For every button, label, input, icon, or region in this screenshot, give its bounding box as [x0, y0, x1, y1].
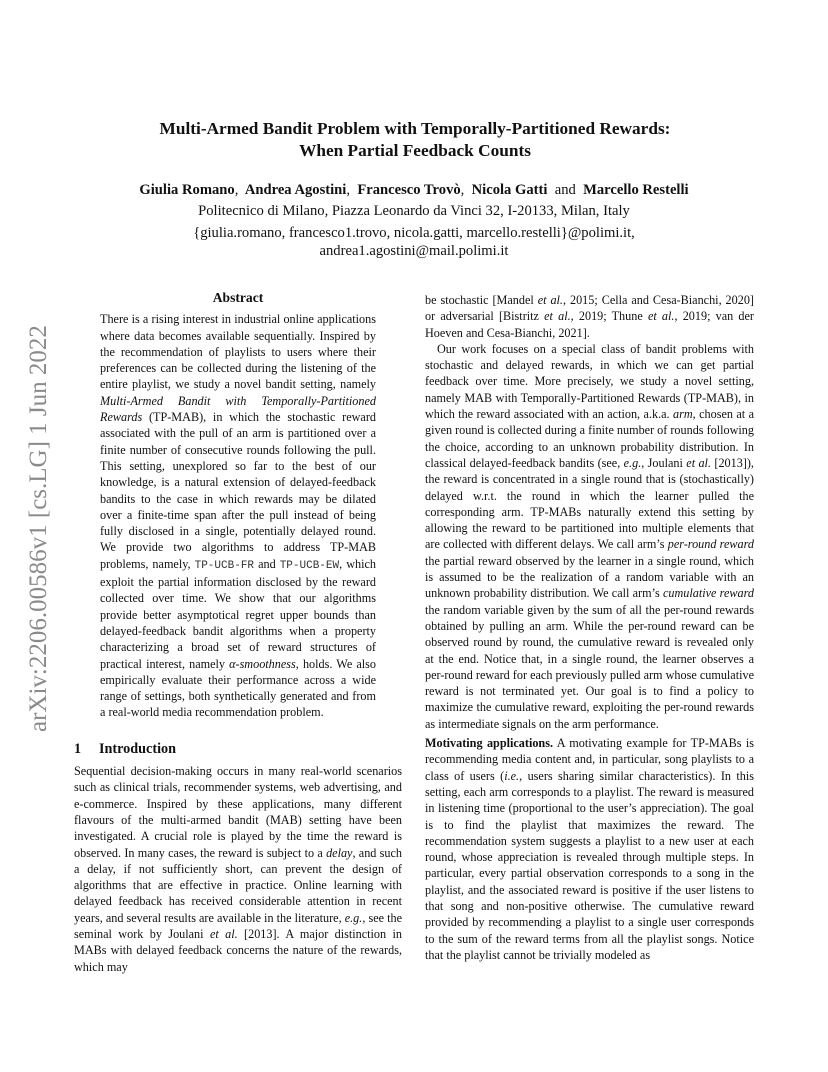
body-text: , 2019; van der Hoeven and Cesa-Bianchi, 2021].: [425, 309, 754, 340]
body-emphasis: e.g.: [623, 455, 642, 470]
body-text: , users sharing similar characteristics). In this setting, each arm corresponds to a playlist. The reward is measured in listening time (proportional to the user’s appreciation). The goal is to find the playlist that maximizes the reward. The recommendation system suggests a playlist to a new user at each round, whose appreciation is revealed through multiple steps. In particular, every partial observation corresponds to a song in the playlist, and the associated reward is positive if the user listens to that song and non-positive otherwise. The cumulative reward provided by recommending a playlist to a single user corresponds to the sum of the reward terms from all the playlist songs. Notice that the playlist cannot be trivially modeled as: [425, 768, 755, 962]
abstract-text: There is a rising interest in industrial online applications where data becomes available sequentially. Inspired by the recommendation of playlists to users where their preferences can be collected during the listening of the entire playlist, we study a novel bandit setting, namely: [100, 312, 376, 392]
abstract-body: [100, 311, 376, 720]
author-separator: ,: [234, 182, 239, 198]
author-name: Francesco Trovò: [357, 182, 461, 198]
intro-paragraph: [74, 763, 402, 975]
section-number: 1: [74, 740, 82, 757]
author-separator: ,: [460, 182, 465, 198]
body-paragraph: [425, 735, 754, 963]
body-emphasis: et al.: [209, 926, 238, 941]
body-text: , 2015; Cella and Cesa-Bianchi, 2020] or adversarial [Bistritz: [425, 293, 754, 324]
abstract-term: Multi-Armed Bandit with Temporally-Partitioned Rewards: [100, 393, 376, 425]
body-emphasis: e.g.: [344, 910, 363, 925]
body-emphasis: et al.: [647, 309, 675, 324]
paragraph-heading: Motivating applications.: [425, 736, 553, 751]
abstract-text: , which exploit the partial information disclosed by the reward collected over time. We show that our algorithms provide better asymptotical regret upper bounds than delayed-feedback bandit algorithms when a property characterizing a broad set of reward structures of practical interest, namely: [100, 556, 376, 671]
body-text: , chosen at a given round is collected during a finite number of rounds following the choice, according to an unknown probability distribution. In classical delayed-feedback bandits (see,: [425, 407, 754, 470]
algorithm-name: TP-UCB-FR: [194, 559, 255, 572]
body-text: , Joulani: [641, 455, 687, 470]
body-emphasis: cumulative reward: [662, 586, 754, 601]
abstract-text: and: [254, 556, 280, 571]
body-paragraph: [425, 341, 754, 732]
algorithm-name: TP-UCB-EW: [279, 559, 340, 572]
body-text: [2013]), the reward is concentrated in a single round that is (stochastically) delayed w.r.t. the round in which the learner pulled the corresponding arm. TP-MABs naturally extend this setting by allowing the reward to be partitioned into multiple elements that are collected with different delays. We call arm’s: [425, 455, 754, 552]
author-name: Andrea Agostini: [244, 182, 347, 198]
author-block: [80, 180, 748, 260]
author-names: [80, 180, 748, 200]
author-name: Marcello Restelli: [583, 182, 689, 198]
emails-line-1: {giulia.romano, francesco1.trovo, nicola.gatti, marcello.restelli}@polimi.it,: [193, 225, 635, 241]
body-paragraph: [425, 292, 754, 341]
body-emphasis: delay: [326, 845, 353, 860]
body-text: A motivating example for TP-MABs is recommending media content and, in particular, song playlists to a class of users (: [425, 736, 754, 783]
body-text: Our work focuses on a special class of bandit problems with stochastic and delayed rewards, in which we can get partial feedback over time. More precisely, we study a novel setting, namely MAB with Temporally-Partitioned Rewards (TP-MAB), in which the reward associated with an action, a.k.a.: [425, 341, 754, 422]
abstract-paragraph: [100, 311, 376, 720]
abstract-term: α-smoothness: [229, 656, 296, 671]
body-emphasis: et al.: [537, 293, 563, 307]
paper-title: [110, 118, 720, 162]
arxiv-identifier: arXiv:2206.00586v1 [cs.LG] 1 Jun 2022: [25, 325, 52, 733]
body-text: , see the seminal work by Joulani: [74, 910, 402, 941]
abstract-text: , holds. We also empirically evaluate their performance across a wide range of settings, both synthetically generated and from a real-world media recommendation problem.: [100, 656, 376, 720]
author-name: Nicola Gatti: [471, 182, 548, 198]
body-text: , and such a delay, if not sufficiently short, can prevent the design of algorithms that are effective in practice. Online learning with delayed feedback has received considerable attention in recent years, and several results are available in the literature,: [74, 845, 403, 925]
body-emphasis: i.e.: [504, 768, 520, 783]
author-and: and: [554, 182, 576, 198]
section-title: Introduction: [99, 740, 176, 757]
body-text: be stochastic [Mandel: [425, 293, 538, 307]
title-line-1: Multi-Armed Bandit Problem with Temporally-Partitioned Rewards:: [159, 119, 671, 138]
body-emphasis: et al.: [686, 455, 711, 470]
body-emphasis: per-round reward: [667, 537, 754, 552]
body-text: the partial reward observed by the learner in a single round, which is assumed to be the realization of a random variable with an unknown probability distribution. We call arm’s: [425, 553, 754, 601]
author-emails: [80, 224, 748, 260]
body-text: Sequential decision-making occurs in many real-world scenarios such as clinical trials, recommender systems, web advertising, and e-commerce. Inspired by these applications, many different flavours of the multi-armed bandit (MAB) setting have been investigated. A crucial role is played by the time the reward is observed. In many cases, the reward is subject to a: [74, 764, 402, 860]
body-emphasis: et al.: [544, 309, 571, 324]
body-text: , 2019; Thune: [570, 309, 648, 324]
section-heading: [74, 741, 402, 757]
emails-line-2: andrea1.agostini@mail.polimi.it: [319, 243, 509, 259]
author-separator: ,: [346, 182, 351, 198]
body-emphasis: arm: [673, 407, 693, 422]
author-name: Giulia Romano: [139, 182, 235, 198]
right-column: [425, 292, 754, 963]
abstract-heading: Abstract: [212, 290, 264, 305]
title-line-2: When Partial Feedback Counts: [299, 141, 531, 160]
body-text: the random variable given by the sum of all the per-round rewards obtained by pulling an arm. While the per-round reward can be observed round by round, the cumulative reward is revealed only at the end. Notice that, in a single round, the learner observes a per-round reward for each previously pulled arm whose cumulative reward is not terminated yet. Our goal is to find a policy to maximize the cumulative reward, exploiting the per-round rewards as intermediate signals on the arm performance.: [425, 602, 754, 731]
abstract-text: (TP-MAB), in which the stochastic reward associated with the pull of an arm is partitioned over a finite number of consecutive rounds following the pull. This setting, unexplored so far to the best of our knowledge, is a natural extension of delayed-feedback bandits to the case in which rewards may be dilated over a finite-time span after the pull instead of being fully disclosed in a single, potentially delayed round. We provide two algorithms to address TP-MAB problems, namely,: [100, 410, 376, 571]
affiliation: Politecnico di Milano, Piazza Leonardo da Vinci 32, I-20133, Milan, Italy: [198, 203, 630, 219]
body-text: [2013]. A major distinction in MABs with delayed feedback concerns the nature of the rewards, which may: [74, 926, 402, 974]
left-column: [74, 290, 402, 975]
